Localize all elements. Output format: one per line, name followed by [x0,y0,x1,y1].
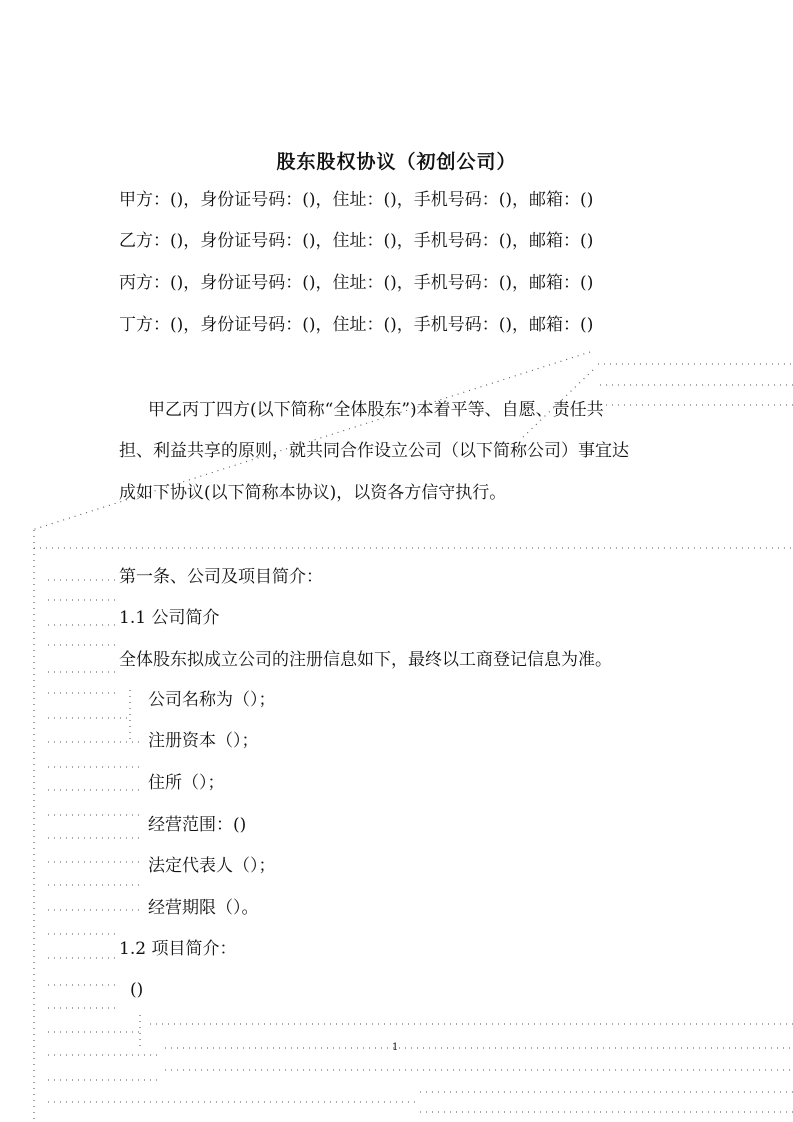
business-scope-item: 经营范围：() [148,815,247,835]
article-1-heading: 第一条、公司及项目简介： [119,567,323,587]
page-number: 1 [392,1042,399,1053]
company-name-item: 公司名称为（）； [148,690,276,710]
party-a-line: 甲方：()，身份证号码：()，住址：()，手机号码：()，邮箱：() [119,190,594,210]
registered-capital-item: 注册资本（）； [148,731,259,751]
section-1-1-heading: 1.1 公司简介 [119,608,220,628]
party-c-line: 丙方：()，身份证号码：()，住址：()，手机号码：()，邮箱：() [119,273,594,293]
document-title: 股东股权协议（初创公司） [276,151,517,173]
legal-representative-item: 法定代表人（）； [148,856,276,876]
operating-period-item: 经营期限（）。 [148,898,259,918]
intro-line-2: 担、利益共享的原则，就共同合作设立公司（以下简称公司）事宜达 [119,441,629,461]
section-1-1-text: 全体股东拟成立公司的注册信息如下，最终以工商登记信息为准。 [119,650,612,670]
party-d-line: 丁方：()，身份证号码：()，住址：()，手机号码：()，邮箱：() [119,315,594,335]
intro-line-3: 成如下协议(以下简称本协议)，以资各方信守执行。 [119,483,507,503]
section-1-2-heading: 1.2 项目简介： [119,939,237,959]
section-1-2-text: () [130,980,144,1000]
party-b-line: 乙方：()，身份证号码：()，住址：()，手机号码：()，邮箱：() [119,231,594,251]
intro-line-1: 甲乙丙丁四方(以下简称“全体股东”)本着平等、自愿、责任共 [148,400,604,420]
address-item: 住所（）； [148,773,225,793]
